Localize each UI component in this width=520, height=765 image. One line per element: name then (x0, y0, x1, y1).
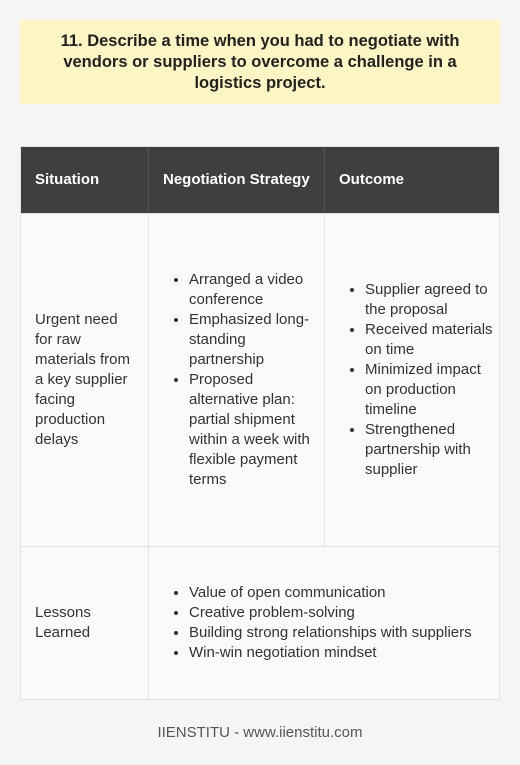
header-outcome: Outcome (339, 171, 405, 188)
question-title-box (20, 20, 500, 104)
table-row (21, 546, 499, 699)
list-item: • Arranged a video conference (189, 270, 324, 310)
situation-text: Urgent need for raw materials from a key supplier facing production delays (35, 311, 131, 448)
header-negotiation-strategy: Negotiation Strategy (149, 147, 325, 213)
list-item: • Emphasized long-standing partnership (189, 310, 324, 370)
strategy-cell (149, 214, 325, 546)
list-item: • Supplier agreed to the proposal (365, 280, 499, 320)
answer-table (20, 146, 500, 700)
question-title: 11. Describe a time when you had to negotiate with vendors or suppliers to overcome a challenge in a logistics project. (60, 31, 460, 92)
list-item: • Building strong relationships with suppliers (189, 623, 472, 643)
list-item: • Strengthened partnership with supplier (365, 420, 499, 480)
table-header-row (21, 147, 499, 213)
list-item: • Received materials on time (365, 320, 499, 360)
list-item: • Value of open communication (189, 583, 472, 603)
lessons-list (149, 583, 472, 663)
lessons-cell (149, 547, 499, 699)
strategy-list (149, 270, 324, 490)
situation-cell (21, 214, 149, 546)
header-situation: Situation (21, 147, 149, 213)
list-item: • Win-win negotiation mindset (189, 643, 472, 663)
outcome-list (325, 280, 499, 480)
list-item: • Proposed alternative plan: partial shipment within a week with flexible payment terms (189, 370, 324, 490)
outcome-cell (325, 214, 499, 546)
table-row (21, 213, 499, 546)
list-item: • Minimized impact on production timeline (365, 360, 499, 420)
list-item: • Creative problem-solving (189, 603, 472, 623)
lessons-label: Lessons Learned (35, 604, 91, 641)
lessons-label-cell (21, 547, 149, 699)
footer-credit: IIENSTITU - www.iienstitu.com (157, 724, 363, 741)
